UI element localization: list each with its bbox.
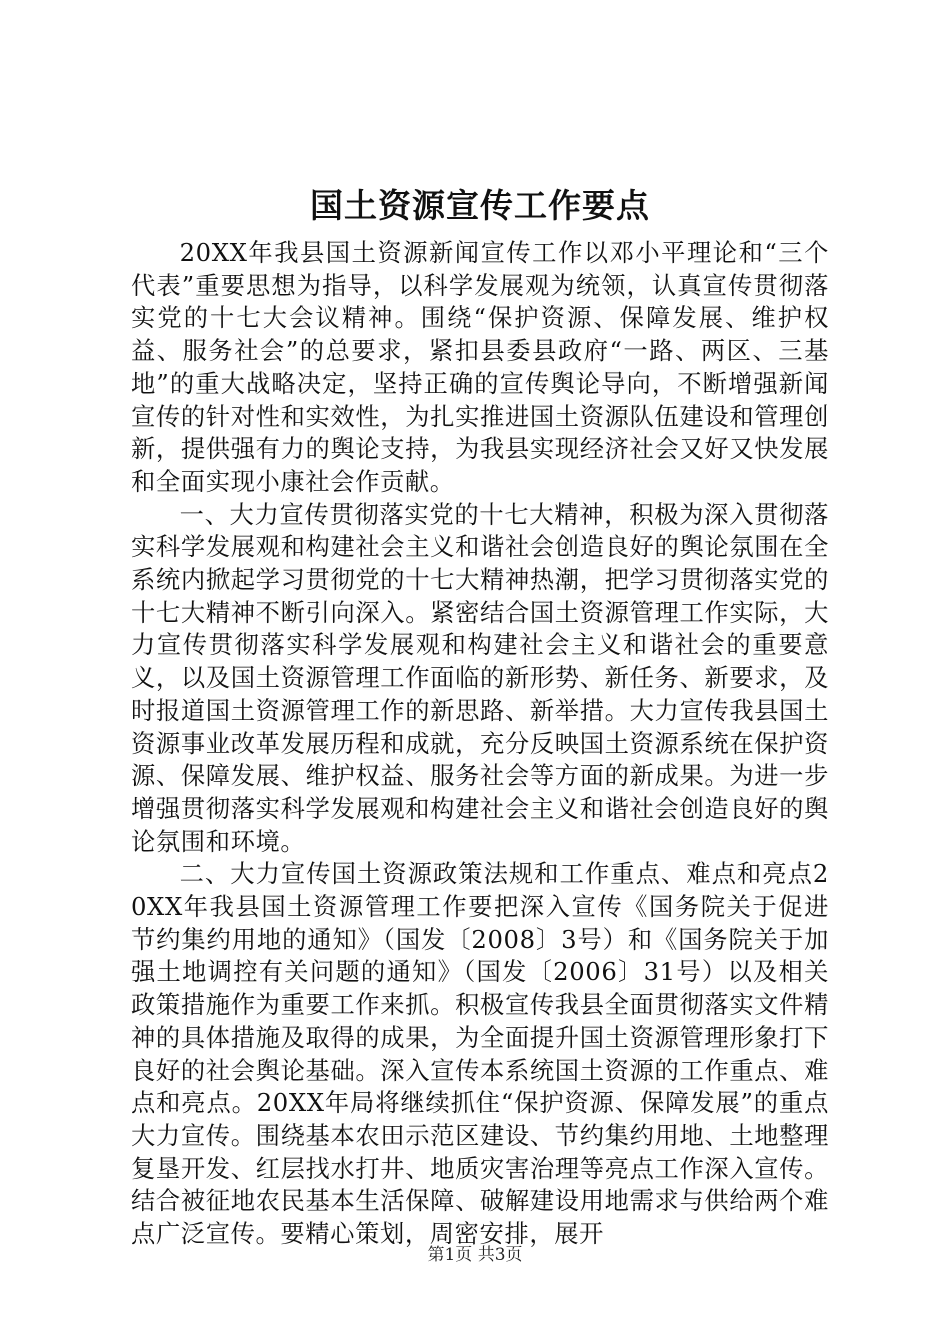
paragraph-intro: 20XX年我县国土资源新闻宣传工作以邓小平理论和“三个代表”重要思想为指导，以科学发展观为统领，认真宣传贯彻落实党的十七大会议精神。围绕“保护资源、保障发展、维护权益、服务社会”的总要求，紧扣县委县政府“一路、两区、三基地”的重大战略决定，坚持正确的宣传舆论导向，不断增强新闻宣传的针对性和实效性，为扎实推进国土资源队伍建设和管理创新，提供强有力的舆论支持，为我县实现经济社会又好又快发展和全面实现小康社会作贡献。 xyxy=(131,238,829,496)
document-body xyxy=(131,237,829,1251)
document-title: 国土资源宣传工作要点 xyxy=(310,186,650,225)
page-number-footer: 第1页 共3页 xyxy=(427,1245,523,1265)
paragraph-section-two: 二、大力宣传国土资源政策法规和工作重点、难点和亮点20XX年我县国土资源管理工作要把深入宣传《国务院关于促进节约集约用地的通知》（国发〔2008〕3号）和《国务院关于加强土地调控有关问题的通知》（国发〔2006〕31号）以及相关政策措施作为重要工作来抓。积极宣传我县全面贯彻落实文件精神的具体措施及取得的成果，为全面提升国土资源管理形象打下良好的社会舆论基础。深入宣传本系统国土资源的工作重点、难点和亮点。20XX年局将继续抓住“保护资源、保障发展”的重点大力宣传。围绕基本农田示范区建设、节约集约用地、土地整理复垦开发、红层找水打井、地质灾害治理等亮点工作深入宣传。结合被征地农民基本生活保障、破解建设用地需求与供给两个难点广泛宣传。要精心策划，周密安排，展开 xyxy=(131,859,829,1249)
paragraph-section-one: 一、大力宣传贯彻落实党的十七大精神，积极为深入贯彻落实科学发展观和构建社会主义和谐社会创造良好的舆论氛围在全系统内掀起学习贯彻党的十七大精神热潮，把学习贯彻落实党的十七大精神不断引向深入。紧密结合国土资源管理工作实际，大力宣传贯彻落实科学发展观和构建社会主义和谐社会的重要意义，以及国土资源管理工作面临的新形势、新任务、新要求，及时报道国土资源管理工作的新思路、新举措。大力宣传我县国土资源事业改革发展历程和成就，充分反映国土资源系统在保护资源、保障发展、维护权益、服务社会等方面的新成果。为进一步增强贯彻落实科学发展观和构建社会主义和谐社会创造良好的舆论氛围和环境。 xyxy=(131,499,829,856)
